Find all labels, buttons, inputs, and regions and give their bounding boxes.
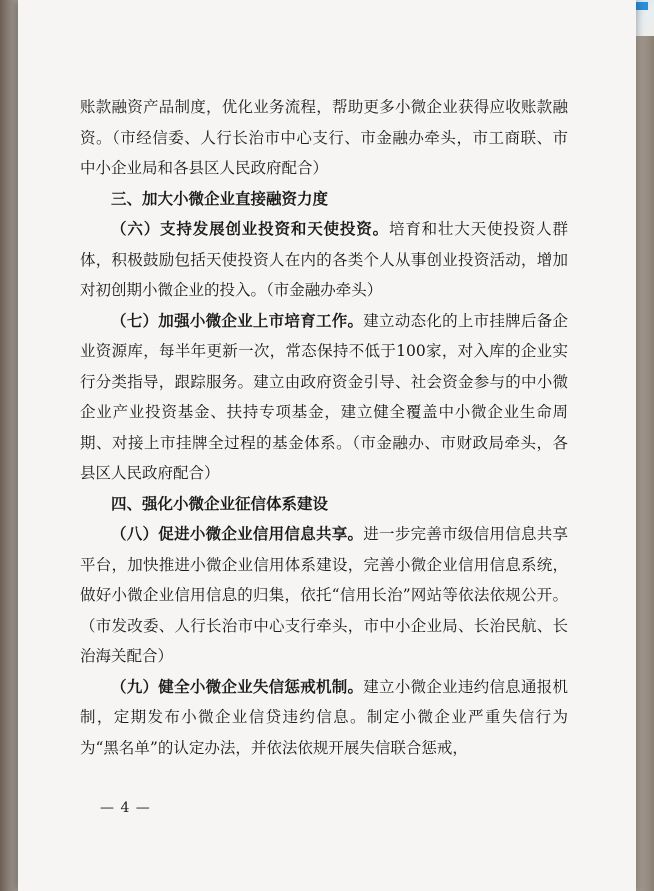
paragraph-item-8 — [80, 519, 568, 672]
page-number: — 4 — — [100, 800, 151, 816]
item-6-text: 培育和壮大天使投资人群体，积极鼓励包括天使投资人在内的各类个人从事创业投资活动，增加对初创期小微企业的投入。（市金融办牵头） — [80, 220, 568, 299]
paragraph-item-9 — [80, 672, 568, 764]
paragraph-continuation: 账款融资产品制度，优化业务流程，帮助更多小微企业获得应收账款融资。（市经信委、人行长治市中心支行、市金融办牵头，市工商联、市中小企业局和各县区人民政府配合） — [80, 98, 568, 177]
section-heading-3: 三、加大小微企业直接融资力度 — [111, 188, 329, 208]
blue-strip — [636, 2, 648, 10]
item-9-text: 建立小微企业违约信息通报机制，定期发布小微企业信贷违约信息。制定小微企业严重失信行为为“黑名单”的认定办法，并依法依规开展失信联合惩戒， — [80, 677, 568, 757]
item-8-lead: （八）促进小微企业信用信息共享。 — [111, 524, 364, 543]
document-page — [18, 0, 636, 891]
item-7-lead: （七）加强小微企业上市培育工作。 — [111, 310, 364, 330]
item-8-text: 进一步完善市级信用信息共享平台，加快推进小微企业信用体系建设，完善小微企业信用信息系统，做好小微企业信用信息的归集，依托“信用长治”网站等依法依规公开。（市发改委、人行长治市中心支行牵头，市中小企业局、长治民航、长治海关配合） — [80, 525, 568, 665]
section-heading-4: 四、强化小微企业征信体系建设 — [111, 493, 329, 513]
item-9-lead: （九）健全小微企业失信惩戒机制。 — [111, 676, 364, 696]
paragraph-item-6 — [80, 214, 568, 306]
paragraph-item-7 — [80, 306, 568, 489]
item-6-lead: （六）支持发展创业投资和天使投资。 — [111, 219, 389, 238]
item-7-text: 建立动态化的上市挂牌后备企业资源库，每半年更新一次，常态保持不低于100家，对入库的企业实行分类指导，跟踪服务。建立由政府资金引导、社会资金参与的中小微企业产业投资基金、扶持专项基金，建立健全覆盖中小微企业生命周期、对接上市挂牌全过程的基金体系。（市金融办、市财政局牵头，各县区人民政府配合） — [80, 311, 568, 482]
document-body — [80, 92, 568, 763]
